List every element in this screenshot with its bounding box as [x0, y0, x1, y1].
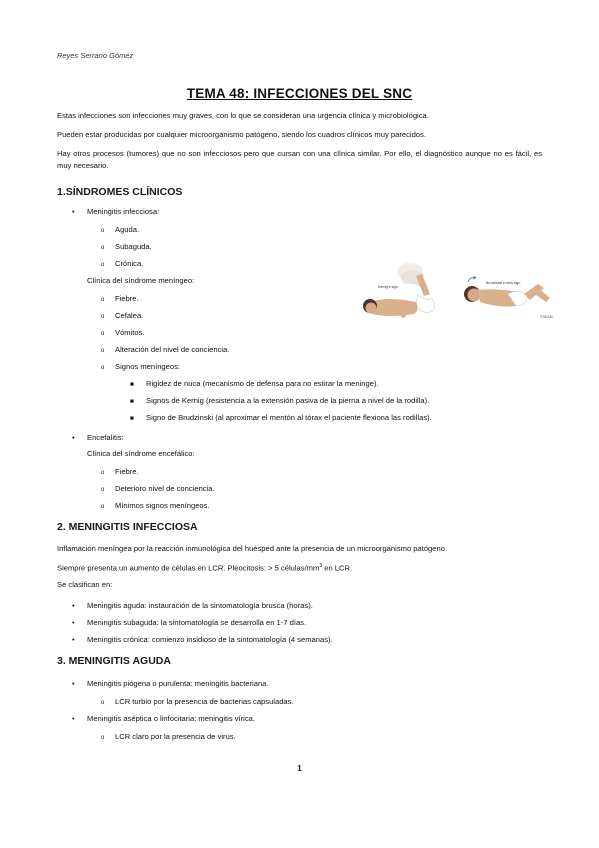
intro-paragraph-1: Estas infecciones son infecciones muy graves, con lo que se consideran una urgencia clínica y microbiológica.	[57, 111, 429, 120]
bullet-icon: •	[72, 714, 75, 723]
list-item: Meningitis piógena o purulenta: meningitis bacteriana.	[87, 679, 269, 688]
list-item: Meningitis aguda: instauración de la sintomatología brusca (horas).	[87, 601, 313, 610]
clinica-meningeo-label: Clínica del síndrome meníngeo:	[87, 276, 195, 285]
list-item: Cefalea.	[115, 311, 144, 320]
circle-bullet-icon: o	[101, 245, 105, 251]
section-2-paragraph-3: Se clasifican en:	[57, 580, 113, 589]
bullet-icon: •	[72, 679, 75, 688]
list-item: Mínimos signos meníngeos.	[115, 501, 210, 510]
bullet-icon: •	[72, 635, 75, 644]
list-item: Meningitis crónica: comienzo insidioso de la sintomatología (4 semanas).	[87, 635, 333, 644]
section-1-heading: 1.SÍNDROMES CLÍNICOS	[57, 186, 183, 198]
intro-paragraph-2: Pueden estar producidas por cualquier microorganismo patógeno, siendo los cuadros clínicos muy parecidos.	[57, 130, 426, 139]
figure-credit: ©ADAM	[540, 315, 553, 319]
circle-bullet-icon: o	[101, 331, 105, 337]
list-item: Signo de Brudzinski (al aproximar el mentón al tórax el paciente flexiona las rodillas).	[146, 413, 432, 422]
pleocitosis-text: Siempre presenta un aumento de células en LCR. Pleocitosis: > 5 células/mm	[57, 563, 320, 573]
circle-bullet-icon: o	[101, 735, 105, 741]
intro-paragraph-3: Hay otros procesos (tumores) que no son infecciosos pero que cursan con una clínica similar. Por ello, el diagnóstico aunque no es fácil, es muy necesario.	[57, 149, 542, 170]
section-3-heading: 3. MENINGITIS AGUDA	[57, 655, 171, 667]
circle-bullet-icon: o	[101, 365, 105, 371]
meningeal-signs-drawing	[358, 258, 558, 324]
page-number: 1	[297, 764, 302, 773]
square-bullet-icon: ■	[130, 381, 134, 388]
section-2-paragraph-2	[57, 560, 542, 575]
circle-bullet-icon: o	[101, 228, 105, 234]
circle-bullet-icon: o	[101, 700, 105, 706]
circle-bullet-icon: o	[101, 348, 105, 354]
list-item: Alteración del nivel de conciencia.	[115, 345, 230, 354]
list-item: Signos meníngeos:	[115, 362, 181, 371]
list-item: LCR claro por la presencia de virus.	[115, 732, 236, 741]
list-item: Signos de Kernig (resistencia a la extensión pasiva de la pierna a nivel de la rodilla).	[146, 396, 430, 405]
circle-bullet-icon: o	[101, 314, 105, 320]
list-item: Subaguda.	[115, 242, 152, 251]
circle-bullet-icon: o	[101, 504, 105, 510]
pleocitosis-text-end: en LCR.	[322, 563, 353, 573]
page-title: TEMA 48: INFECCIONES DEL SNC	[186, 86, 413, 101]
bullet-icon: •	[72, 433, 75, 442]
figure-label-right: Brudzinski's neck sign	[486, 281, 521, 285]
list-item: Fiebre.	[115, 467, 139, 476]
list-item: Aguda.	[115, 225, 140, 234]
superscript: 3	[319, 563, 323, 569]
encefalitis-label: Encefalitis:	[87, 433, 124, 442]
list-item: Crónica.	[115, 259, 144, 268]
list-item: Meningitis aséptica o linfocitaria: meningitis vírica.	[87, 714, 255, 723]
section-2-heading: 2. MENINGITIS INFECCIOSA	[57, 521, 198, 533]
list-item: Rigidez de nuca (mecanismo de defensa para no estirar la meninge).	[146, 379, 379, 388]
list-item: Deterioro nivel de conciencia.	[115, 484, 215, 493]
author-header: Reyes Serrano Gómez	[57, 51, 134, 60]
section-2-paragraph-1: Inflamación meníngea por la reacción inmunológica del huésped ante la presencia de un microorganismo patógeno.	[57, 544, 448, 553]
circle-bullet-icon: o	[101, 262, 105, 268]
list-item: LCR turbio por la presencia de bacterias capsuladas.	[115, 697, 294, 706]
circle-bullet-icon: o	[101, 487, 105, 493]
meningitis-label: Meningitis infecciosa:	[87, 207, 160, 216]
bullet-icon: •	[72, 601, 75, 610]
square-bullet-icon: ■	[130, 415, 134, 422]
bullet-icon: •	[72, 207, 75, 216]
figure-label-left: Kernig's sign	[378, 285, 398, 289]
clinica-encefalico-label: Clínica del síndrome encefálico:	[87, 449, 195, 458]
list-item: Meningitis subaguda: la sintomatología se desarrolla en 1-7 días.	[87, 618, 307, 627]
list-item: Vómitos.	[115, 328, 145, 337]
circle-bullet-icon: o	[101, 297, 105, 303]
circle-bullet-icon: o	[101, 470, 105, 476]
square-bullet-icon: ■	[130, 398, 134, 405]
meningeal-signs-illustration	[358, 258, 558, 324]
bullet-icon: •	[72, 618, 75, 627]
list-item: Fiebre.	[115, 294, 139, 303]
